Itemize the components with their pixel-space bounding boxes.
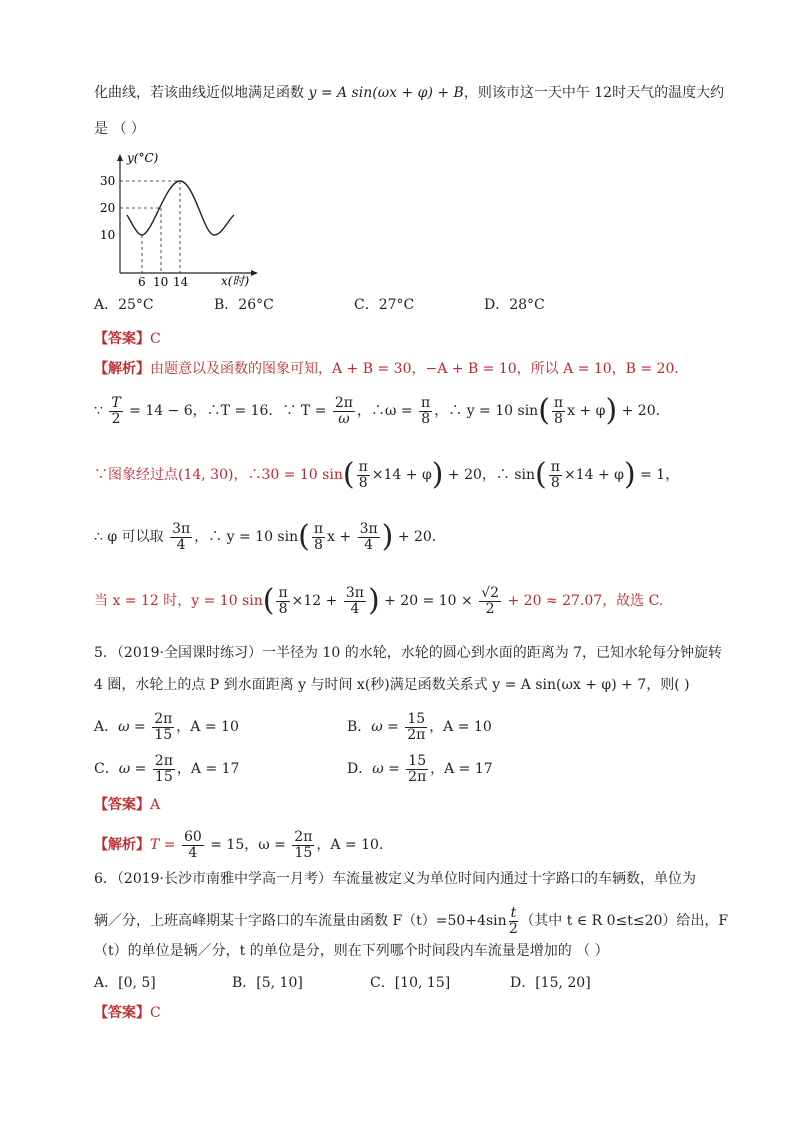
x-axis-arrow [251, 270, 258, 276]
answer-label: 【答案】 [94, 331, 150, 347]
q4-line2: 是 （ ） [94, 121, 145, 137]
answer-value: A [150, 797, 161, 813]
text: 辆／分，上班高峰期某十字路口的车流量由函数 F（t）=50+4sin [94, 913, 507, 930]
text: ∵图象经过点(14, 30)，∴30 = 10 sin [94, 467, 343, 484]
q4-option-b: B．26°C [214, 297, 274, 313]
text: ×14 + φ [563, 467, 624, 484]
answer-label: 【答案】 [94, 1005, 150, 1021]
fraction: $\frac{√2}{2}$ [481, 585, 500, 617]
temperature-curve [127, 181, 234, 235]
text: ，A = 10． [316, 837, 393, 854]
q6-answer [94, 1006, 161, 1020]
q4-analysis-line4: ∴ φ 可以取 $\frac{3\pi}{4}$ ，∴ y = 10 sin( $\frac{\pi}{8}$ x + $\frac{3\pi}{4}$ ) + 20． [94, 519, 446, 555]
text: （其中 t ∈ R 0≤t≤20）给出，F [520, 913, 729, 930]
q4-text-b: ，则该市这一天中午 12时天气的温度大约 [463, 85, 725, 101]
text: ∵ [94, 403, 108, 420]
fraction: $\frac{\pi}{8}$ [358, 459, 368, 491]
q4-line1 [94, 86, 724, 100]
analysis-label: 【解析】 [94, 361, 150, 377]
text: = 1， [635, 467, 680, 484]
fraction: $\frac{\pi}{8}$ [550, 459, 560, 491]
q5-analysis [94, 830, 393, 860]
q5-option-d: D．ω = $\frac{15}{2\pi}$ ，A = 17 [347, 753, 493, 785]
temperature-graph [94, 148, 264, 288]
text: ∴ φ 可以取 [94, 529, 169, 546]
fraction: $\frac{T}{2}$ [111, 395, 121, 427]
text: ，∴ y = 10 sin [434, 403, 539, 420]
fraction: $\frac{\pi}{8}$ [553, 395, 564, 427]
q4-func: y = A sin(ωx + φ) + B [308, 85, 464, 101]
text: + 20 ≈ 27.07，故选 C. [503, 593, 664, 610]
q4-analysis-line5: 当 x = 12 时，y = 10 sin( $\frac{\pi}{8}$ ×12 + $\frac{3\pi}{4}$ ) + 20 = 10 × $\frac{√2}{2}$ + 20 ≈ 27.07，故选 C. [94, 583, 664, 619]
q4-option-a: A．25°C [94, 297, 154, 313]
q5-line1: 5．（2019·全国课时练习）一半径为 10 的水轮，水轮的圆心到水面的距离为 7，已知水轮每分钟旋转 [94, 645, 723, 661]
x-tick-10: 10 [153, 275, 169, 288]
text: + 20 = 10 × [379, 593, 478, 610]
text: x + φ [567, 403, 606, 420]
x-tick-6: 6 [138, 275, 146, 288]
fraction: $\frac{3\pi}{4}$ [345, 585, 364, 617]
fraction: $\frac{\pi}{8}$ [421, 395, 431, 427]
q4-analysis-line2: ∵ $\frac{T}{2}$ = 14 − 6，∴T = 16．∵ T = $\frac{2\pi}{\omega}$ ，∴ω = $\frac{\pi}{8}$ ，∴ y = 10 sin( $\frac{\pi}{8}$ x + φ) + 20． [94, 393, 670, 429]
y-axis-arrow [117, 154, 123, 161]
text: ，∴ω = [357, 403, 418, 420]
analysis-label: 【解析】 [94, 837, 150, 854]
x-axis-label: x(时) [221, 274, 250, 288]
fraction: $\frac{3\pi}{4}$ [172, 521, 191, 553]
fraction: $\frac{2\pi}{\omega}$ [334, 395, 353, 427]
q5-option-a: A．ω = $\frac{2\pi}{15}$ ，A = 10 [94, 711, 239, 743]
fraction: $\frac{2\pi}{15}$ [294, 829, 313, 861]
y-axis-label: y(°C) [127, 151, 159, 165]
q4-option-d: D．28°C [484, 297, 545, 313]
text: T = [150, 837, 180, 854]
y-tick-30: 30 [100, 174, 116, 188]
fraction: $\frac{3\pi}{4}$ [359, 521, 378, 553]
q4-text-a: 化曲线，若该曲线近似地满足函数 [94, 85, 309, 101]
text: 当 x = 12 时，y = 10 sin [94, 593, 263, 610]
q4-option-c: C．27°C [354, 297, 415, 313]
text: + 20． [393, 529, 446, 546]
q5-answer [94, 798, 160, 812]
q4-analysis-line1 [94, 362, 688, 376]
y-tick-10: 10 [100, 228, 116, 242]
text: ，∴ y = 10 sin [194, 529, 299, 546]
q5-option-c: C．ω = $\frac{2\pi}{15}$ ，A = 17 [94, 753, 240, 785]
analysis-text: 由题意以及函数的图象可知，A + B = 30，−A + B = 10，所以 A = 10，B = 20． [150, 361, 689, 377]
q5-option-b: B．ω = $\frac{15}{2\pi}$ ，A = 10 [347, 711, 492, 743]
x-tick-14: 14 [173, 275, 189, 288]
text: ×12 + [291, 593, 342, 610]
q4-answer [94, 332, 161, 346]
fraction: $\frac{\pi}{8}$ [278, 585, 288, 617]
q5-line2: 4 圈，水轮上的点 P 到水面距离 y 与时间 x(秒)满足函数关系式 y = A sin(ωx + φ) + 7，则( ) [94, 677, 690, 693]
text: = 14 − 6，∴T = 16．∵ T = [124, 403, 331, 420]
answer-value: C [150, 1005, 161, 1021]
q6-line2 [94, 906, 728, 936]
answer-value: C [150, 331, 161, 347]
fraction: $\frac{t}{2}$ [509, 905, 518, 937]
text: + 20． [617, 403, 670, 420]
text: ×14 + φ [371, 467, 432, 484]
q6-line3: （t）的单位是辆／分，t 的单位是分，则在下列哪个时间段内车流量是增加的 （ ） [94, 943, 609, 959]
fraction: $\frac{\pi}{8}$ [313, 521, 324, 553]
q6-option-d: D．[15, 20] [510, 975, 591, 991]
y-tick-20: 20 [100, 201, 116, 215]
fraction: $\frac{60}{4}$ [183, 829, 202, 861]
q6-option-a: A．[0, 5] [94, 975, 156, 991]
answer-label: 【答案】 [94, 797, 150, 813]
q6-option-c: C．[10, 15] [370, 975, 451, 991]
q6-line1: 6．（2019·长沙市南雅中学高一月考）车流量被定义为单位时间内通过十字路口的车辆数，单位为 [94, 871, 696, 887]
q6-option-b: B．[5, 10] [232, 975, 303, 991]
text: + 20，∴ sin [443, 467, 536, 484]
text: = 15，ω = [205, 837, 291, 854]
text: x + [327, 529, 356, 546]
q4-analysis-line3: ∵图象经过点(14, 30)，∴30 = 10 sin( $\frac{\pi}{8}$ ×14 + φ) + 20，∴ sin( $\frac{\pi}{8}$ ×14 + φ) = 1， [94, 457, 680, 493]
